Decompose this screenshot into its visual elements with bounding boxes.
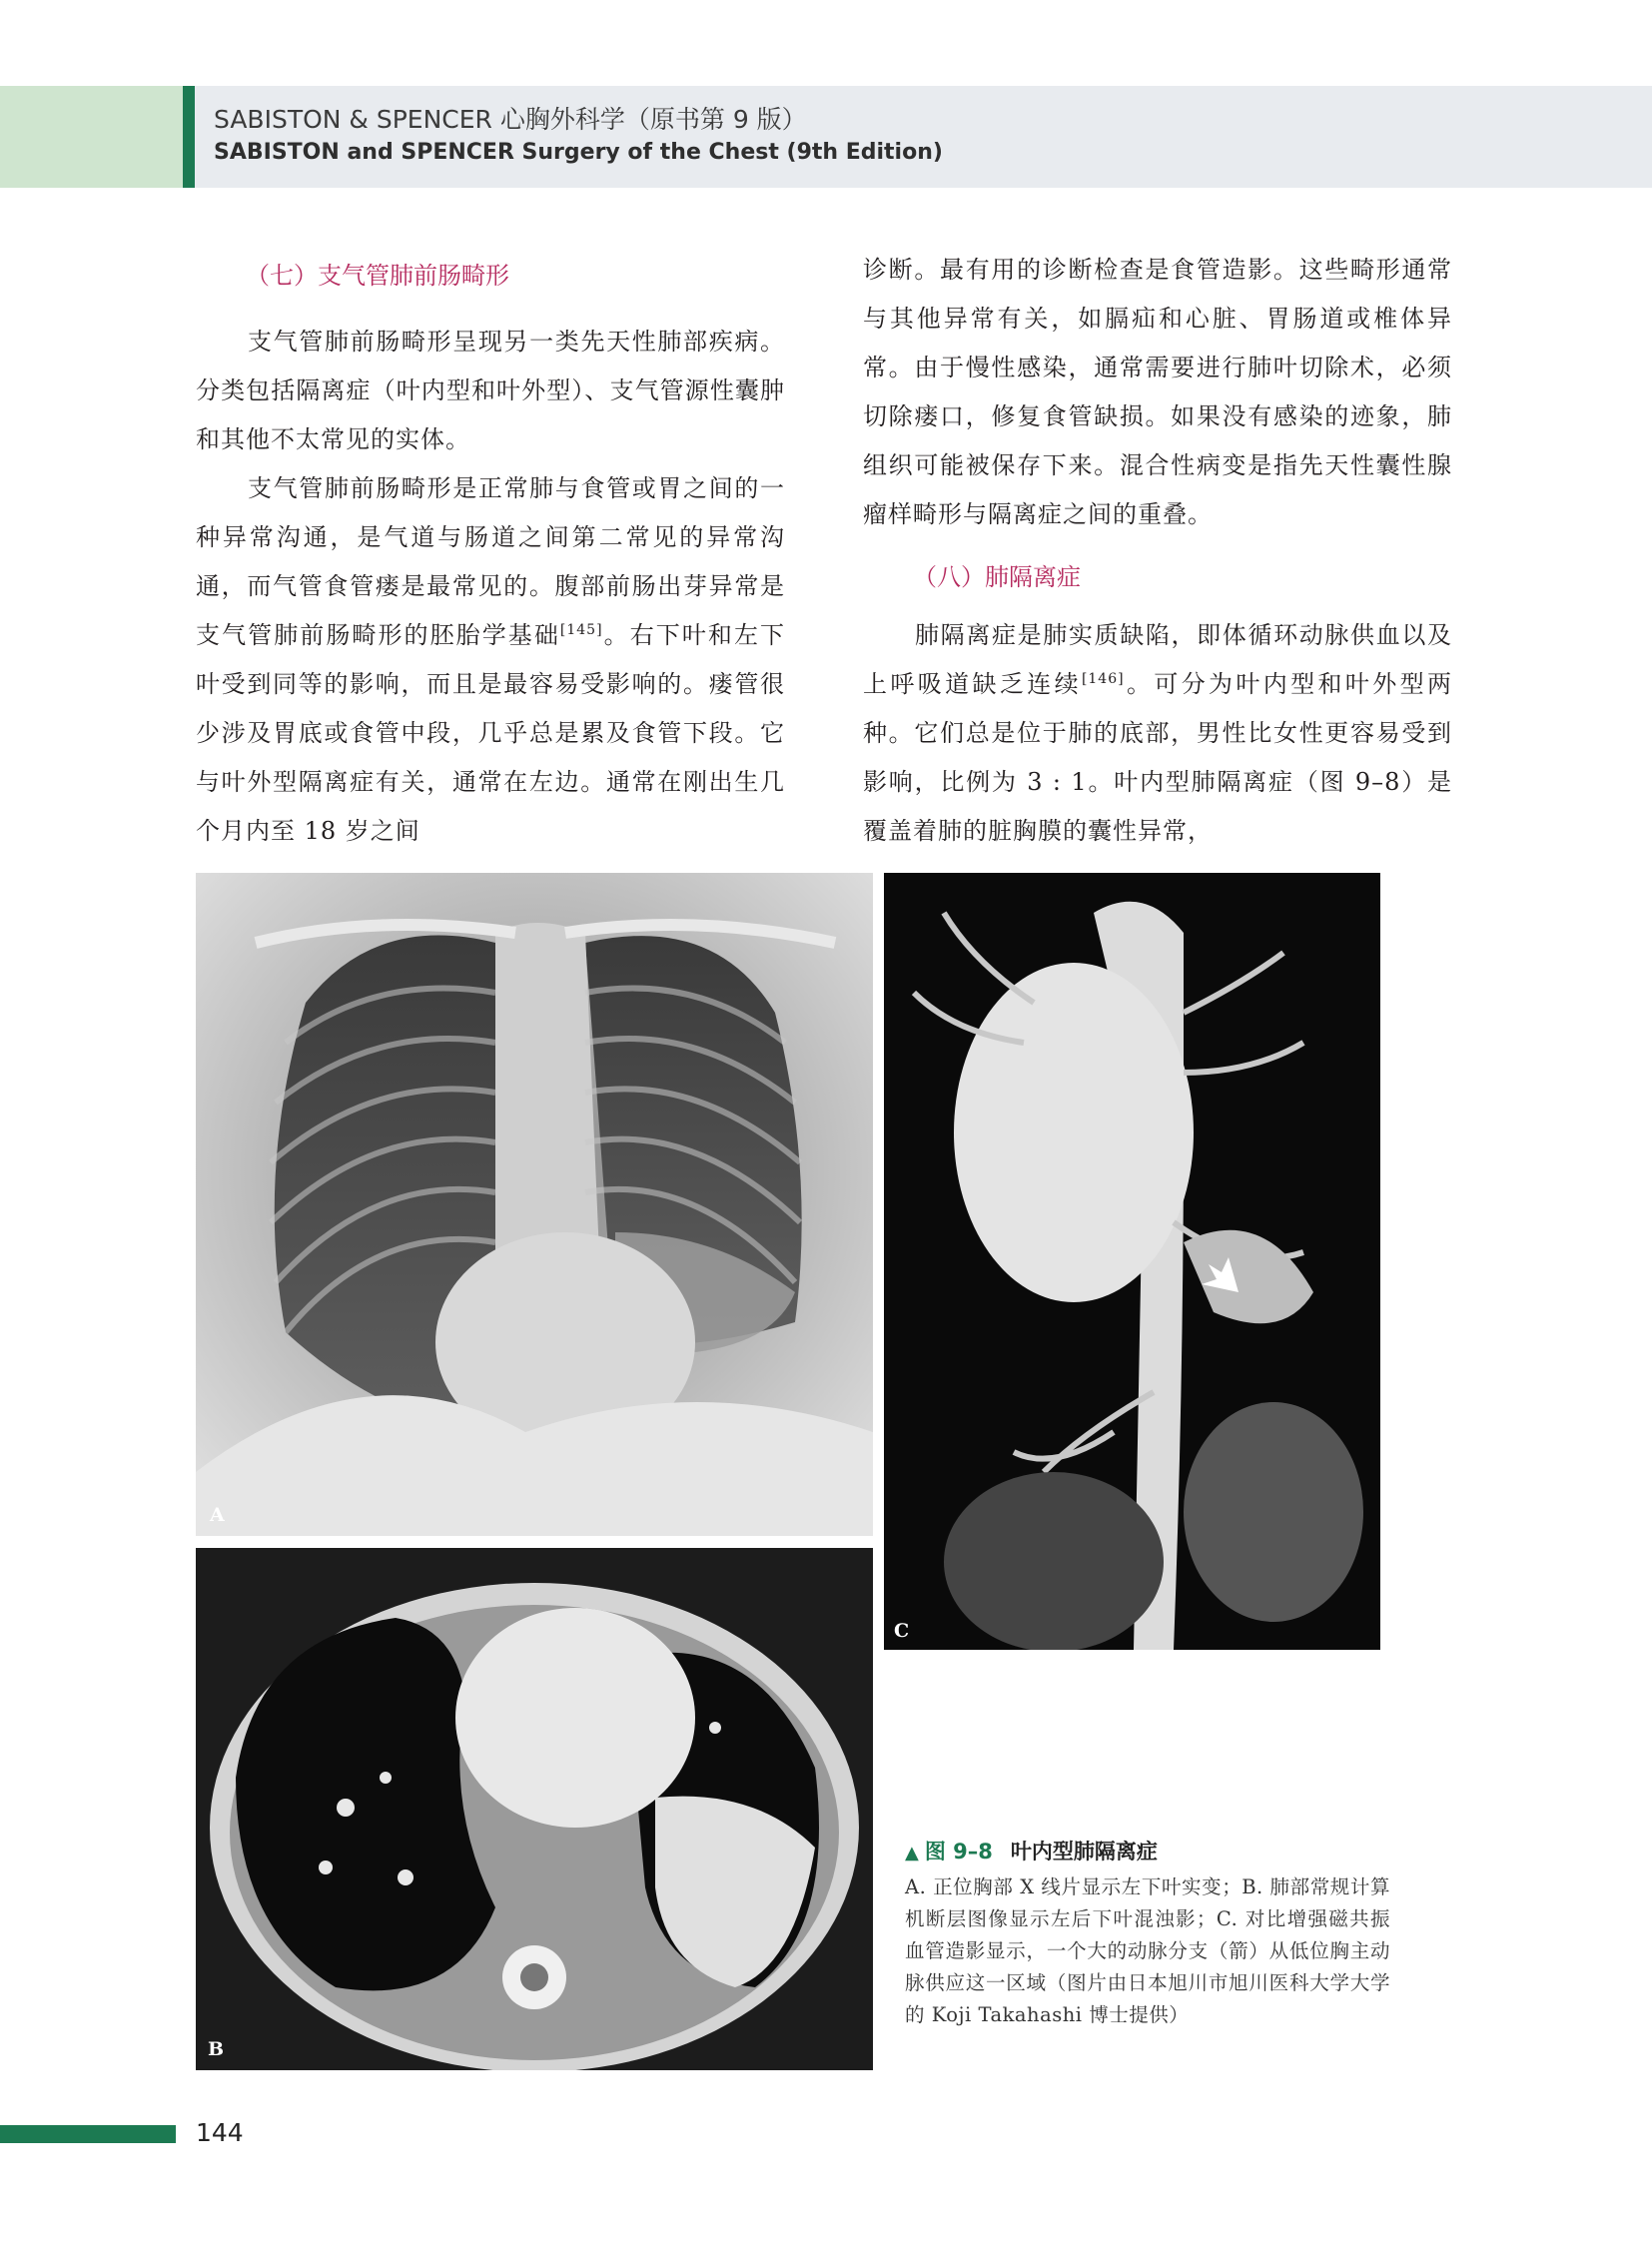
citation[interactable]: [145]: [559, 622, 603, 638]
panel-label-a: A: [210, 1504, 225, 1526]
triangle-marker-icon: ▲: [905, 1843, 919, 1864]
figure-panel-a-chest-xray: [196, 873, 873, 1536]
caption-text: A. 正位胸部 X 线片显示左下叶实变；B. 肺部常规计算机断层图像显示左后下叶混浊影；C. 对比增强磁共振血管造影显示，一个大的动脉分支（箭）从低位胸主动脉供应这一区域（图片由日本旭川市旭川医科大学大学的 Koji Takahashi 博士提供）: [905, 1875, 1390, 2026]
left-column: [196, 256, 785, 856]
right-column: [863, 246, 1452, 856]
citation[interactable]: [146]: [1081, 671, 1125, 687]
page-number: 144: [196, 2118, 244, 2147]
section-heading-8: （八）肺隔离症: [913, 563, 1081, 591]
section-heading-7: （七）支气管肺前肠畸形: [246, 262, 509, 290]
book-title-cn: SABISTON & SPENCER 心胸外科学（原书第 9 版）: [214, 105, 807, 134]
panel-label-c: C: [894, 1620, 910, 1642]
paragraph-text: 肺隔离症是肺实质缺陷，即体循环动脉供血以及上呼吸道缺乏连续: [863, 621, 1452, 698]
figure-panel-b-ct-scan: [196, 1548, 873, 2070]
book-title-en: SABISTON and SPENCER Surgery of the Chest (9th Edition): [214, 140, 943, 165]
figure-caption: [905, 1836, 1390, 2031]
paragraph: 诊断。最有用的诊断检查是食管造影。这些畸形通常与其他异常有关，如膈疝和心脏、胃肠道或椎体异常。由于慢性感染，通常需要进行肺叶切除术，必须切除瘘口，修复食管缺损。如果没有感染的迹象，肺组织可能被保存下来。混合性病变是指先天性囊性腺瘤样畸形与隔离症之间的重叠。: [863, 256, 1452, 528]
caption-number: 图 9–8: [924, 1840, 993, 1864]
paragraph-text: 。可分为叶内型和叶外型两种。它们总是位于肺的底部，男性比女性更容易受到影响，比例为 3 : 1。叶内型肺隔离症（图 9–8）是覆盖着肺的脏胸膜的囊性异常，: [863, 670, 1452, 845]
ct-image: [196, 1548, 873, 2070]
panel-label-b: B: [208, 2038, 225, 2060]
figure-panel-c-mr-angiography: [884, 873, 1380, 1650]
header-green-block: [0, 86, 183, 188]
paragraph-text: 。右下叶和左下叶受到同等的影响，而且是最容易受影响的。瘘管很少涉及胃底或食管中段，几乎总是累及食管下段。它与叶外型隔离症有关，通常在左边。通常在刚出生几个月内至 18 岁之间: [196, 621, 786, 845]
header-accent-bar: [183, 86, 195, 188]
caption-title: 叶内型肺隔离症: [1010, 1840, 1158, 1864]
paragraph: [196, 464, 785, 856]
mra-image: [884, 873, 1380, 1650]
chest-xray-image: [196, 873, 873, 1536]
paragraph: [863, 611, 1452, 856]
caption-title-line: [905, 1836, 1390, 1866]
paragraph: 支气管肺前肠畸形呈现另一类先天性肺部疾病。分类包括隔离症（叶内型和叶外型）、支气管源性囊肿和其他不太常见的实体。: [196, 328, 785, 453]
footer-accent-bar: [0, 2125, 176, 2143]
paragraph-text: 支气管肺前肠畸形是正常肺与食管或胃之间的一种异常沟通，是气道与肠道之间第二常见的异常沟通，而气管食管瘘是最常见的。腹部前肠出芽异常是支气管肺前肠畸形的胚胎学基础: [196, 474, 785, 649]
